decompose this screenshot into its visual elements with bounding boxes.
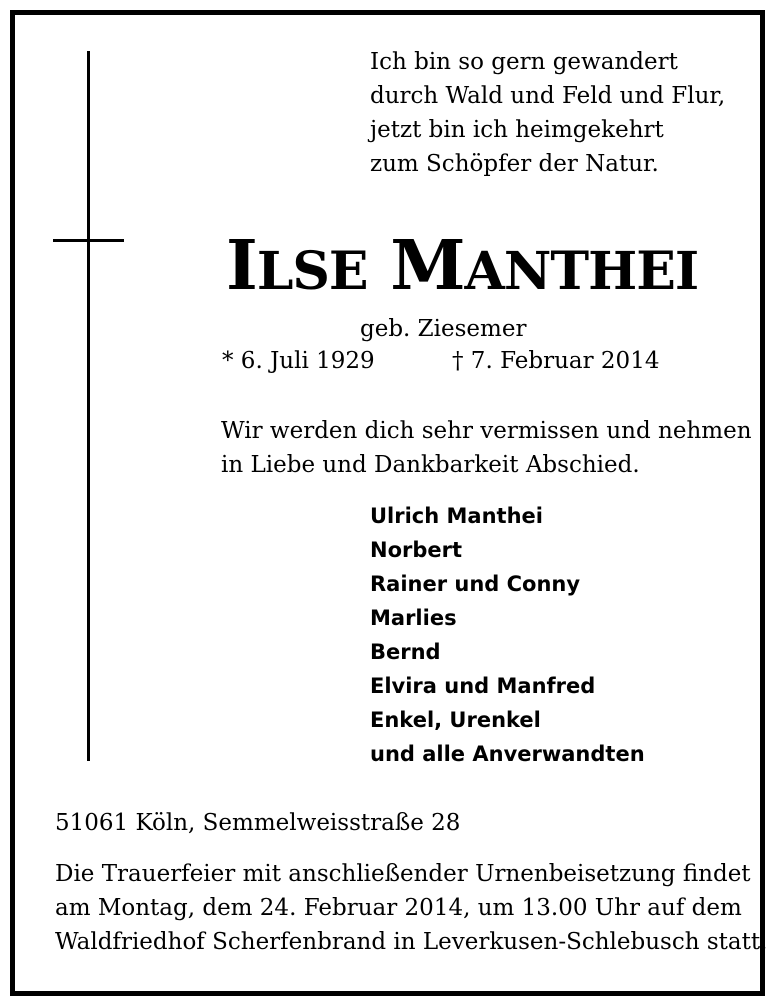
- message-line: Wir werden dich sehr vermissen und nehmen: [221, 418, 752, 444]
- maiden-name: geb. Ziesemer: [360, 316, 527, 342]
- cross-icon-horizontal-bar: [53, 239, 124, 242]
- verse-line: zum Schöpfer der Natur.: [370, 151, 659, 177]
- first-name-rest: LSE: [256, 241, 368, 302]
- mourners-list: [370, 499, 645, 771]
- birth-date: * 6. Juli 1929: [222, 348, 375, 374]
- verse-line: Ich bin so gern gewandert: [370, 49, 678, 75]
- memorial-verse: [370, 45, 725, 181]
- deceased-name: [226, 226, 698, 312]
- ceremony-line: am Montag, dem 24. Februar 2014, um 13.00 Uhr auf dem: [55, 895, 742, 921]
- last-name-initial: M: [390, 226, 465, 306]
- mourner-name: Elvira und Manfred: [370, 674, 596, 698]
- ceremony-details: [55, 857, 768, 959]
- mourner-name: Marlies: [370, 606, 457, 630]
- family-address: 51061 Köln, Semmelweisstraße 28: [55, 810, 461, 836]
- death-date: † 7. Februar 2014: [452, 348, 660, 374]
- mourner-name: und alle Anverwandten: [370, 742, 645, 766]
- mourner-name: Ulrich Manthei: [370, 504, 543, 528]
- verse-line: jetzt bin ich heimgekehrt: [370, 117, 664, 143]
- mourner-name: Rainer und Conny: [370, 572, 581, 596]
- mourner-name: Norbert: [370, 538, 463, 562]
- mourner-name: Bernd: [370, 640, 441, 664]
- last-name-rest: ANTHEI: [464, 241, 699, 302]
- ceremony-line: Die Trauerfeier mit anschließender Urnenbeisetzung findet: [55, 861, 751, 887]
- verse-line: durch Wald und Feld und Flur,: [370, 83, 726, 109]
- message-line: in Liebe und Dankbarkeit Abschied.: [221, 452, 640, 478]
- ceremony-line: Waldfriedhof Scherfenbrand in Leverkusen-Schlebusch statt.: [55, 929, 768, 955]
- cross-icon-vertical-bar: [87, 51, 90, 761]
- farewell-message: [221, 414, 752, 482]
- first-name-initial: I: [226, 226, 257, 306]
- mourner-name: Enkel, Urenkel: [370, 708, 541, 732]
